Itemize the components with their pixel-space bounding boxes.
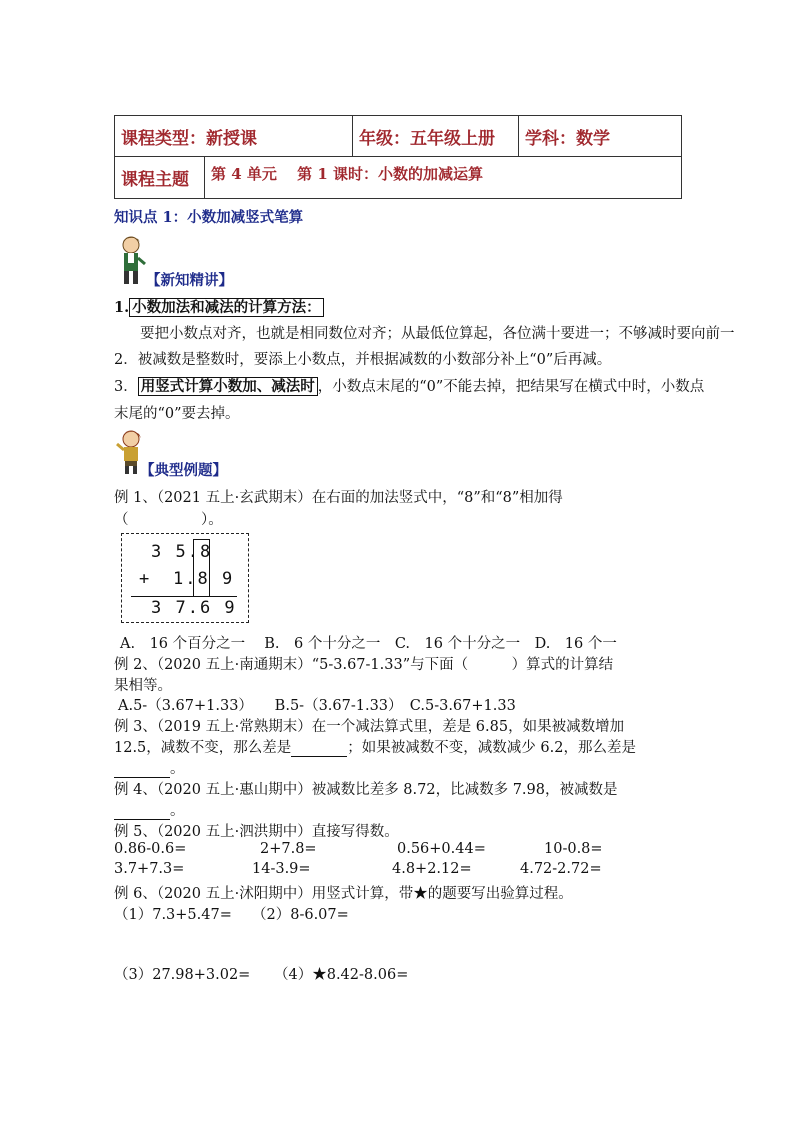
- ex5-item: 0.56+0.44=: [397, 841, 486, 857]
- grade: 年级：五年级上册: [353, 116, 519, 157]
- example-1-line-2: （ ）。: [114, 512, 223, 528]
- example-4-line-2: [114, 799, 185, 820]
- highlight-eights-box: [193, 539, 210, 597]
- example-3-text-b: ；如果被减数不变，减数减少 6.2，那么差是: [347, 740, 636, 756]
- example-1-line-1: 例 1、（2021 五上·玄武期末）在右面的加法竖式中，“8”和“8”相加得: [114, 490, 563, 506]
- example-6-q2: （2）8-6.07=: [252, 907, 349, 923]
- example-6-q1: （1）7.3+5.47=: [114, 907, 232, 923]
- example-1-options: A. 16 个百分之一 B. 6 个十分之一 C. 16 个十分之一 D. 16 个一: [120, 636, 617, 652]
- course-header-table: [114, 115, 682, 199]
- example-4-line-1: 例 4、（2020 五上·惠山期中）被减数比差多 8.72，比减数多 7.98，被减数是: [114, 782, 618, 798]
- teacher-figure-icon: [114, 234, 148, 286]
- vertical-row-2: 1.8 9: [173, 569, 235, 589]
- rule-2-text: 2．被减数是整数时，要添上小数点，并根据减数的小数部分补上“0”后再减。: [114, 352, 612, 368]
- course-type: 课程类型：新授课: [115, 116, 353, 157]
- rule-3-number: 3．: [114, 379, 138, 395]
- knowledge-point-title: 知识点 1：小数加减竖式笔算: [114, 209, 304, 226]
- vertical-plus-sign: +: [139, 569, 150, 589]
- example-2-options: A.5-（3.67+1.33） B.5-（3.67-1.33） C.5-3.67+1.33: [118, 698, 516, 714]
- rule-1: [114, 296, 324, 317]
- rule-3-continued: 末尾的“0”要去掉。: [114, 406, 240, 422]
- example-3-period: 。: [170, 761, 185, 777]
- ex5-item: 3.7+7.3=: [114, 861, 185, 877]
- example-2-line-2: 果相等。: [114, 678, 172, 694]
- answer-blank[interactable]: [114, 761, 170, 778]
- example-3-text-a: 12.5，减数不变，那么差是: [114, 740, 292, 756]
- example-6-q3: （3）27.98+3.02=: [114, 967, 251, 983]
- vertical-sum-line: [131, 596, 237, 597]
- rule-3: [114, 375, 704, 396]
- example-5-line-1: 例 5、（2020 五上·泗洪期中）直接写得数。: [114, 824, 399, 840]
- rule-1-number: 1.: [114, 299, 130, 316]
- ex5-item: 14-3.9=: [252, 861, 311, 877]
- vertical-row-3: 3 7.6 9: [151, 598, 237, 618]
- ex5-item: 0.86-0.6=: [114, 841, 187, 857]
- rule-1-text: 要把小数点对齐，也就是相同数位对齐；从最低位算起，各位满十要进一；不够减时要向前一: [140, 326, 735, 342]
- ex5-item: 4.72-2.72=: [520, 861, 602, 877]
- example-6-q4: （4）★8.42-8.06=: [274, 967, 409, 983]
- example-4-period: 。: [170, 803, 185, 819]
- rule-1-boxed-title: 小数加法和减法的计算方法：: [129, 298, 324, 317]
- answer-blank[interactable]: [291, 740, 347, 757]
- example-3-line-2: [114, 736, 636, 757]
- ex5-item: 10-0.8=: [544, 841, 603, 857]
- example-3-line-3: [114, 757, 185, 778]
- vertical-row-1: 3 5.8: [151, 542, 213, 562]
- topic-value: 第 4 单元 第 1 课时：小数的加减运算: [205, 157, 682, 199]
- ex5-item: 2+7.8=: [260, 841, 317, 857]
- example-6-line-1: 例 6、（2020 五上·沭阳期中）用竖式计算，带★的题要写出验算过程。: [114, 886, 573, 902]
- section-examples: 【典型例题】: [140, 462, 227, 479]
- example-2-line-1: 例 2、（2020 五上·南通期末）“5-3.67-1.33”与下面（ ）算式的计算结: [114, 657, 614, 673]
- rule-3-rest: ，小数点末尾的“0”不能去掉，把结果写在横式中时，小数点: [317, 379, 705, 395]
- section-new-knowledge: 【新知精讲】: [146, 272, 233, 289]
- rule-3-boxed-title: 用竖式计算小数加、减法时: [138, 377, 318, 396]
- subject: 学科：数学: [519, 116, 682, 157]
- ex5-item: 4.8+2.12=: [392, 861, 472, 877]
- topic-label: 课程主题: [115, 157, 205, 199]
- answer-blank[interactable]: [114, 803, 170, 820]
- example-3-line-1: 例 3、（2019 五上·常熟期末）在一个减法算式里，差是 6.85，如果被减数增加: [114, 719, 625, 735]
